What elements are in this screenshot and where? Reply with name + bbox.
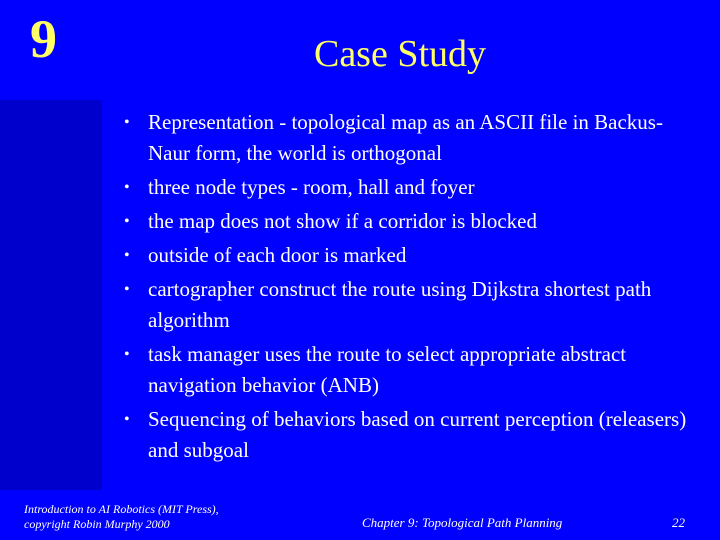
bullet-text: three node types - room, hall and foyer [148, 175, 475, 199]
bullet-text: task manager uses the route to select appropriate abstract navigation behavior (ANB) [148, 342, 627, 397]
bullet-list [118, 107, 693, 469]
bullet-item [118, 274, 693, 336]
left-accent-band [0, 100, 102, 490]
bullet-dot-icon: • [124, 114, 130, 131]
bullet-text: outside of each door is marked [148, 243, 407, 267]
bullet-dot-icon: • [124, 411, 130, 428]
chapter-number: 9 [30, 9, 57, 69]
footer-book-credit [24, 502, 284, 532]
bullet-item [118, 206, 693, 237]
bullet-dot-icon: • [124, 179, 130, 196]
bullet-dot-icon: • [124, 247, 130, 264]
bullet-item [118, 107, 693, 169]
bullet-item [118, 339, 693, 401]
footer-page-number: 22 [672, 515, 685, 530]
bullet-text: Sequencing of behaviors based on current perception (releasers) and subgoal [148, 407, 687, 462]
bullet-dot-icon: • [124, 281, 130, 298]
bullet-item [118, 240, 693, 271]
bullet-text: cartographer construct the route using Dijkstra shortest path algorithm [148, 277, 652, 332]
footer-book-line-1: Introduction to AI Robotics (MIT Press), [24, 502, 219, 516]
footer-book-line-2: copyright Robin Murphy 2000 [24, 517, 170, 531]
bullet-dot-icon: • [124, 213, 130, 230]
bullet-text: the map does not show if a corridor is blocked [148, 209, 537, 233]
bullet-item [118, 172, 693, 203]
footer-chapter-title: Chapter 9: Topological Path Planning [362, 515, 563, 530]
bullet-dot-icon: • [124, 346, 130, 363]
slide-title: Case Study [313, 33, 487, 75]
bullet-text: Representation - topological map as an ASCII file in Backus-Naur form, the world is orthogonal [148, 110, 663, 165]
bullet-item [118, 404, 693, 466]
